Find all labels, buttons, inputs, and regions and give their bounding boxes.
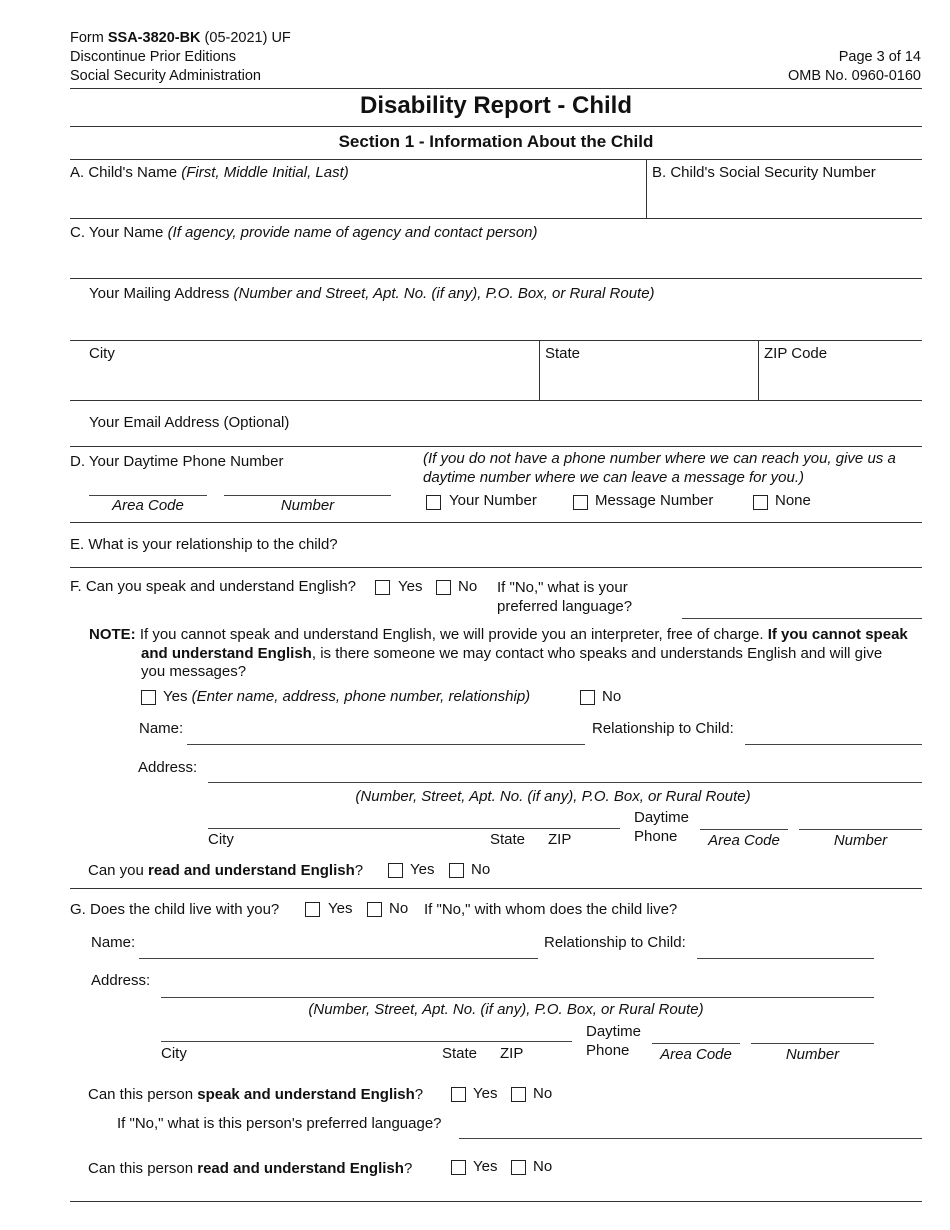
- child-name-hint: (First, Middle Initial, Last): [181, 164, 349, 181]
- person-speak-bold: speak and understand English: [197, 1086, 415, 1103]
- contact-address-label: Address:: [138, 759, 198, 776]
- note-bold: If you cannot speak and understand English: [141, 626, 908, 662]
- child-name-label-text: A. Child's Name: [70, 164, 182, 181]
- person-area-code-line[interactable]: [652, 1043, 740, 1044]
- note-label: NOTE:: [89, 626, 136, 643]
- your-name-label: [70, 224, 538, 241]
- read-english-question: [88, 862, 363, 879]
- title-divider: [70, 126, 922, 127]
- person-city-line[interactable]: [161, 1041, 572, 1042]
- agency-name: Social Security Administration: [70, 68, 261, 84]
- phone-number-line[interactable]: [224, 495, 391, 496]
- person-speak-pre: Can this person: [88, 1086, 198, 1103]
- contact-phone-label: Phone: [634, 828, 678, 845]
- person-address-line[interactable]: [161, 997, 874, 998]
- read-english-bold: read and understand English: [148, 862, 355, 879]
- form-suffix: (05-2021) UF: [200, 30, 291, 46]
- contact-city-line[interactable]: [208, 828, 620, 829]
- your-number-label: Your Number: [449, 492, 537, 509]
- read-english-pre: Can you: [88, 862, 149, 879]
- discontinue-text: Discontinue Prior Editions: [70, 49, 237, 65]
- contact-daytime-label: Daytime: [634, 809, 690, 826]
- section-divider: [70, 159, 922, 160]
- person-speak-question: [88, 1086, 423, 1103]
- contact-number-caption: Number: [833, 832, 888, 849]
- person-read-post: ?: [403, 1160, 413, 1177]
- note-text-2: , is there someone we may contact who speaks and understands English and will give you messages?: [141, 644, 883, 680]
- child-lives-yes-checkbox[interactable]: [305, 902, 320, 917]
- none-checkbox[interactable]: [753, 495, 768, 510]
- contact-area-code-line[interactable]: [700, 829, 788, 830]
- child-lives-no-label: No: [389, 900, 409, 917]
- area-code-caption: Area Code: [112, 497, 184, 514]
- header-divider: [70, 88, 922, 89]
- phone-note: (If you do not have a phone number where we can reach you, give us a daytime number where we can leave a message for you.): [423, 450, 896, 486]
- speak-english-no-checkbox[interactable]: [436, 580, 451, 595]
- section-title: Section 1 - Information About the Child: [338, 132, 654, 151]
- mailing-address-label: [89, 285, 655, 302]
- speak-english-yes-checkbox[interactable]: [375, 580, 390, 595]
- person-area-code-caption: Area Code: [660, 1046, 732, 1063]
- person-relationship-line[interactable]: [697, 958, 874, 959]
- contact-zip-caption: ZIP: [548, 831, 572, 848]
- read-english-yes-checkbox[interactable]: [388, 863, 403, 878]
- email-label: Your Email Address (Optional): [89, 414, 290, 431]
- preferred-language-label-1: If "No," what is your: [497, 579, 628, 596]
- contact-relationship-line[interactable]: [745, 744, 922, 745]
- contact-no-checkbox[interactable]: [580, 690, 595, 705]
- person-number-caption: Number: [785, 1046, 840, 1063]
- person-daytime-label: Daytime: [586, 1023, 642, 1040]
- person-read-no-checkbox[interactable]: [511, 1160, 526, 1175]
- child-lives-no-checkbox[interactable]: [367, 902, 382, 917]
- person-read-yes-checkbox[interactable]: [451, 1160, 466, 1175]
- relationship-question: E. What is your relationship to the child?: [70, 536, 338, 553]
- person-city-caption: City: [161, 1045, 187, 1062]
- daytime-phone-label: D. Your Daytime Phone Number: [70, 453, 284, 470]
- contact-yes-text: Yes: [163, 688, 188, 705]
- your-name-label-text: C. Your Name: [70, 224, 168, 241]
- child-lives-yes-label: Yes: [328, 900, 353, 917]
- contact-number-line[interactable]: [799, 829, 922, 830]
- person-speak-post: ?: [414, 1086, 424, 1103]
- city-label: City: [89, 345, 115, 362]
- message-number-checkbox[interactable]: [573, 495, 588, 510]
- your-name-hint: (If agency, provide name of agency and contact person): [167, 224, 538, 241]
- message-number-label: Message Number: [595, 492, 714, 509]
- contact-address-line[interactable]: [208, 782, 922, 783]
- speak-english-no-label: No: [458, 578, 478, 595]
- contact-name-line[interactable]: [187, 744, 585, 745]
- person-name-line[interactable]: [139, 958, 538, 959]
- person-read-bold: read and understand English: [197, 1160, 404, 1177]
- page-title: Disability Report - Child: [359, 92, 632, 119]
- row-e-bottom: [70, 567, 922, 568]
- contact-city-caption: City: [208, 831, 234, 848]
- row-city-bottom: [70, 400, 922, 401]
- mailing-label-text: Your Mailing Address: [89, 285, 234, 302]
- person-relationship-label: Relationship to Child:: [544, 934, 686, 951]
- number-caption: Number: [280, 497, 335, 514]
- person-number-line[interactable]: [751, 1043, 874, 1044]
- preferred-language-label-2: preferred language?: [497, 598, 633, 615]
- person-name-label: Name:: [91, 934, 136, 951]
- speak-english-yes-label: Yes: [398, 578, 423, 595]
- mailing-hint: (Number and Street, Apt. No. (if any), P.O. Box, or Rural Route): [233, 285, 655, 302]
- row-d-bottom: [70, 522, 922, 523]
- person-speak-yes-checkbox[interactable]: [451, 1087, 466, 1102]
- state-label: State: [545, 345, 581, 362]
- person-preferred-language-line[interactable]: [459, 1138, 922, 1139]
- person-address-hint: (Number, Street, Apt. No. (if any), P.O. Box, or Rural Route): [308, 1001, 704, 1018]
- row-c-bottom: [70, 278, 922, 279]
- contact-state-caption: State: [490, 831, 526, 848]
- person-speak-yes-label: Yes: [473, 1085, 498, 1102]
- contact-yes-checkbox[interactable]: [141, 690, 156, 705]
- form-number-bold: SSA-3820-BK: [107, 30, 201, 46]
- person-read-no-label: No: [533, 1158, 553, 1175]
- read-english-no-label: No: [471, 861, 491, 878]
- row-a-bottom: [70, 218, 922, 219]
- form-number: [70, 30, 291, 46]
- person-address-label: Address:: [91, 972, 151, 989]
- contact-relationship-label: Relationship to Child:: [592, 720, 734, 737]
- read-english-no-checkbox[interactable]: [449, 863, 464, 878]
- person-phone-label: Phone: [586, 1042, 630, 1059]
- state-zip-divider: [758, 340, 759, 400]
- person-preferred-language-label: If "No," what is this person's preferred language?: [117, 1115, 442, 1132]
- none-label: None: [775, 492, 811, 509]
- contact-yes-hint: (Enter name, address, phone number, relationship): [187, 688, 531, 705]
- contact-address-hint: (Number, Street, Apt. No. (if any), P.O. Box, or Rural Route): [355, 788, 751, 805]
- person-state-caption: State: [442, 1045, 478, 1062]
- contact-area-code-caption: Area Code: [708, 832, 780, 849]
- row-email-bottom: [70, 446, 922, 447]
- preferred-language-line[interactable]: [682, 618, 922, 619]
- person-read-question: [88, 1160, 412, 1177]
- row-mailing-bottom: [70, 340, 922, 341]
- person-speak-no-checkbox[interactable]: [511, 1087, 526, 1102]
- row-g-bottom: [70, 1201, 922, 1202]
- child-name-label: [70, 164, 349, 181]
- page-number: Page 3 of 14: [838, 49, 921, 65]
- child-lives-question: G. Does the child live with you?: [70, 901, 280, 918]
- read-english-post: ?: [354, 862, 364, 879]
- child-lives-whom-label: If "No," with whom does the child live?: [424, 901, 678, 918]
- zip-label: ZIP Code: [764, 345, 828, 362]
- city-state-divider: [539, 340, 540, 400]
- note-text-1: If you cannot speak and understand English, we will provide you an interpreter, free of charge.: [135, 626, 768, 643]
- child-ssn-label: B. Child's Social Security Number: [652, 164, 876, 181]
- omb-number: OMB No. 0960-0160: [788, 68, 921, 84]
- person-speak-no-label: No: [533, 1085, 553, 1102]
- read-english-yes-label: Yes: [410, 861, 435, 878]
- area-code-line[interactable]: [89, 495, 207, 496]
- speak-english-question: F. Can you speak and understand English?: [70, 578, 357, 595]
- person-zip-caption: ZIP: [500, 1045, 524, 1062]
- contact-no-label: No: [602, 688, 622, 705]
- person-read-yes-label: Yes: [473, 1158, 498, 1175]
- row-f-bottom: [70, 888, 922, 889]
- contact-name-label: Name:: [139, 720, 184, 737]
- note-paragraph: [89, 626, 909, 682]
- ab-divider: [646, 159, 647, 218]
- form-prefix: Form: [70, 30, 108, 46]
- contact-yes-label: [163, 688, 530, 705]
- your-number-checkbox[interactable]: [426, 495, 441, 510]
- person-read-pre: Can this person: [88, 1160, 198, 1177]
